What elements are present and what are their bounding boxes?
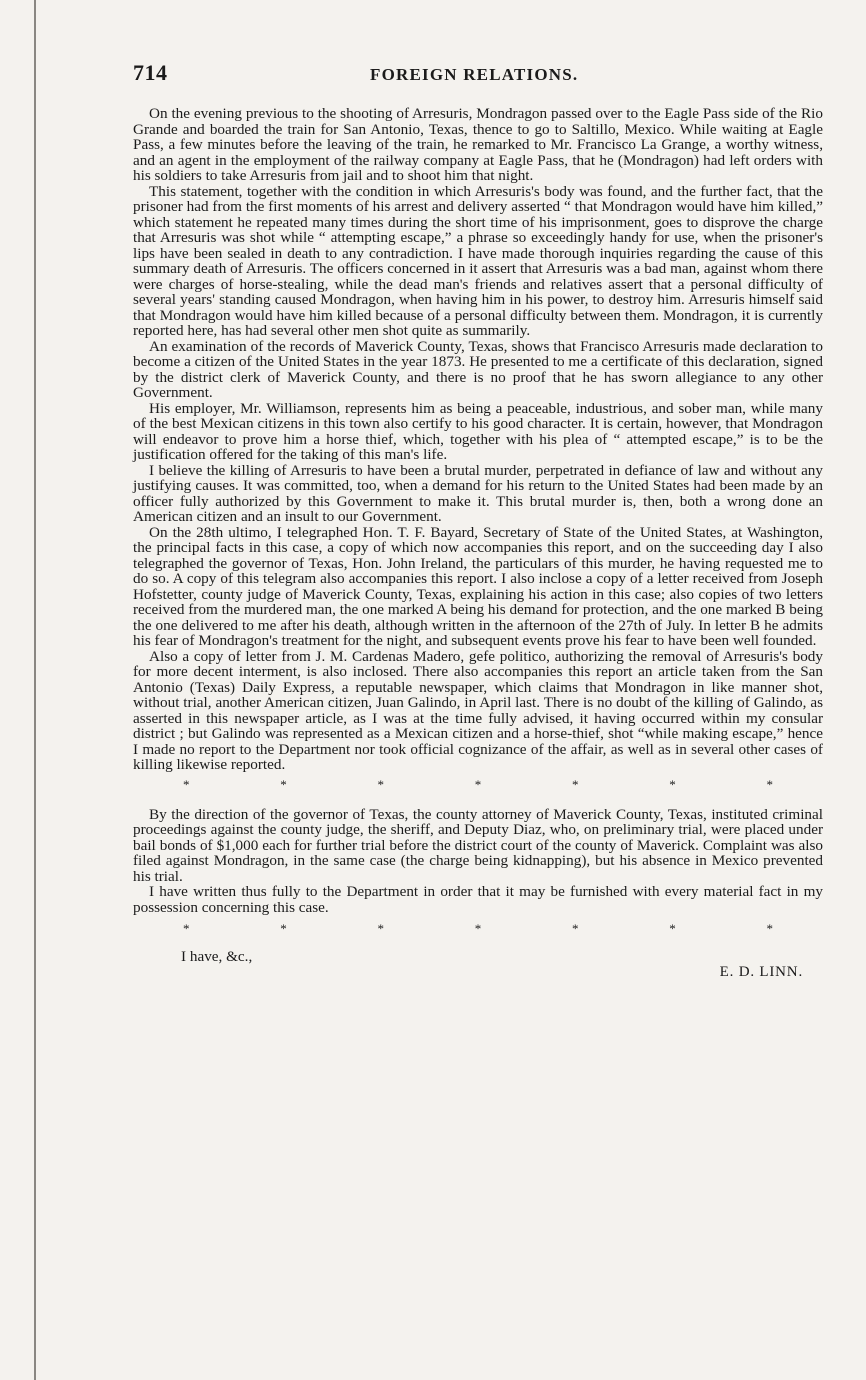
paragraph: By the direction of the governor of Texas, the county attorney of Maverick County, Texas, instituted criminal proceedings against the county judge, the sheriff, and Deputy Diaz, who, on preliminary trial, were placed under bail bonds of $1,000 each for further trial before the district court of the county of Maverick. Complaint was also filed against Mondragon, in the same case (the charge being kidnapping), but his absence in Mexico prevented his trial. <box>133 805 823 885</box>
paragraph: This statement, together with the condition in which Arresuris's body was found, and the further fact, that the prisoner had from the first moments of his arrest and delivery asserted “ that Mondragon would have him killed,” which statement he repeated many times during the short time of his imprisonment, goes to disprove the charge that Arresuris was shot while “ attempting escape,” a phrase so exceedingly handy for use, when the prisoner's lips have been sealed in death to any contradiction. I have made thorough inquiries regarding the cause of this summary death of Arresuris. The officers concerned in it assert that Arresuris was a bad man, against whom there were charges of horse-stealing, while the dead man's friends and relatives assert that a personal difficulty of several years' standing caused Mondragon, when having him in his power, to destroy him. Arresuris himself said that Mondragon would have him killed because of a personal difficulty between them. Mondragon, it is currently reported here, has had several other men shot quite as summarily. <box>133 182 823 339</box>
paragraph: I believe the killing of Arresuris to have been a brutal murder, perpetrated in defiance of law and without any justifying causes. It was committed, too, when a demand for his return to the United States had been made by an officer fully authorized by this Government to make it. This brutal murder is, then, both a wrong done an American citizen and an insult to our Government. <box>133 461 823 525</box>
closing-phrase: I have, &c., <box>181 948 253 965</box>
ellipsis-asterisk: * <box>572 776 579 792</box>
ellipsis-asterisk: * <box>377 776 384 792</box>
ellipsis-asterisk: * <box>572 921 579 936</box>
ellipsis-asterisk: * <box>766 921 773 936</box>
signature: E. D. LINN. <box>719 964 803 980</box>
ellipsis-asterisk: * <box>280 921 287 936</box>
paragraph: I have written thus fully to the Department in order that it may be furnished with every material fact in my possession concerning this case. <box>133 883 823 916</box>
ellipsis-break <box>133 776 823 795</box>
paragraph: His employer, Mr. Williamson, represents him as being a peaceable, industrious, and sober man, while many of the best Mexican citizens in this town also certify to his good character. It is certain, however, that Mondragon will endeavor to prove him a horse thief, which, together with his plea of “ attempted escape,” is to be the justification offered for the taking of this man's life. <box>133 399 823 463</box>
paragraph: Also a copy of letter from J. M. Cardenas Madero, gefe politico, authorizing the removal of Arresuris's body for more decent interment, is also inclosed. There also accompanies this report an article taken from the San Antonio (Texas) Daily Express, a reputable newspaper, which claims that Mondragon in like manner shot, without trial, another American citizen, Juan Galindo, in April last. There is no doubt of the killing of Galindo, as asserted in this newspaper article, as I was at the time fully advised, it having occurred within my consular district ; but Galindo was represented as a Mexican citizen and a horse-thief, shot “while making escape,” hence I made no report to the Department nor took official cognizance of the affair, as well as in several other cases of killing likewise reported. <box>133 647 823 773</box>
ellipsis-asterisk: * <box>474 776 482 792</box>
ellipsis-asterisk: * <box>766 776 773 792</box>
ellipsis-asterisk: * <box>183 921 190 936</box>
paragraph: On the 28th ultimo, I telegraphed Hon. T. F. Bayard, Secretary of State of the United States, at Washington, the principal facts in this case, a copy of which now accompanies this report, and on the succeeding day I also telegraphed the governor of Texas, Hon. John Ireland, the particulars of this murder, he having requested me to do so. A copy of this telegram also accompanies this report. I also inclose a copy of a letter received from Joseph Hofstetter, county judge of Maverick County, Texas, explaining his action in this case; also copies of two letters received from the murdered man, the one marked A being his demand for protection, and the one marked B being the one delivered to me after his death, although written in the afternoon of the 27th of July. In letter B he admits his fear of Mondragon's treatment for the night, and subsequent events prove his fear to have been well founded. <box>133 523 823 649</box>
ellipsis-asterisk: * <box>669 776 676 792</box>
body-text <box>133 106 823 983</box>
binding-edge-line <box>34 0 36 1380</box>
ellipsis-asterisk: * <box>377 921 384 936</box>
ellipsis-asterisk: * <box>183 776 190 792</box>
page-number: 714 <box>133 60 168 85</box>
ellipsis-break <box>133 920 823 939</box>
running-head: FOREIGN RELATIONS. <box>370 65 579 84</box>
ellipsis-asterisk: * <box>280 776 287 792</box>
paragraph: On the evening previous to the shooting of Arresuris, Mondragon passed over to the Eagle Pass side of the Rio Grande and boarded the train for San Antonio, Texas, thence to go to Saltillo, Mexico. While waiting at Eagle Pass, a few minutes before the leaving of the train, he remarked to Mr. Francisco La Grange, a worthy witness, and an agent in the employment of the railway company at Eagle Pass, that he (Mondragon) had left orders with his soldiers to take Arresuris from jail and to shoot him that night. <box>133 105 823 184</box>
page-header <box>133 60 823 90</box>
ellipsis-asterisk: * <box>474 921 482 936</box>
letter-closing <box>133 943 823 983</box>
paragraph: An examination of the records of Maverick County, Texas, shows that Francisco Arresuris made declaration to become a citizen of the United States in the year 1873. He presented to me a certificate of this declaration, signed by the district clerk of Maverick County, and there is no proof that he has sworn allegiance to any other Government. <box>133 337 823 401</box>
ellipsis-asterisk: * <box>669 921 676 936</box>
